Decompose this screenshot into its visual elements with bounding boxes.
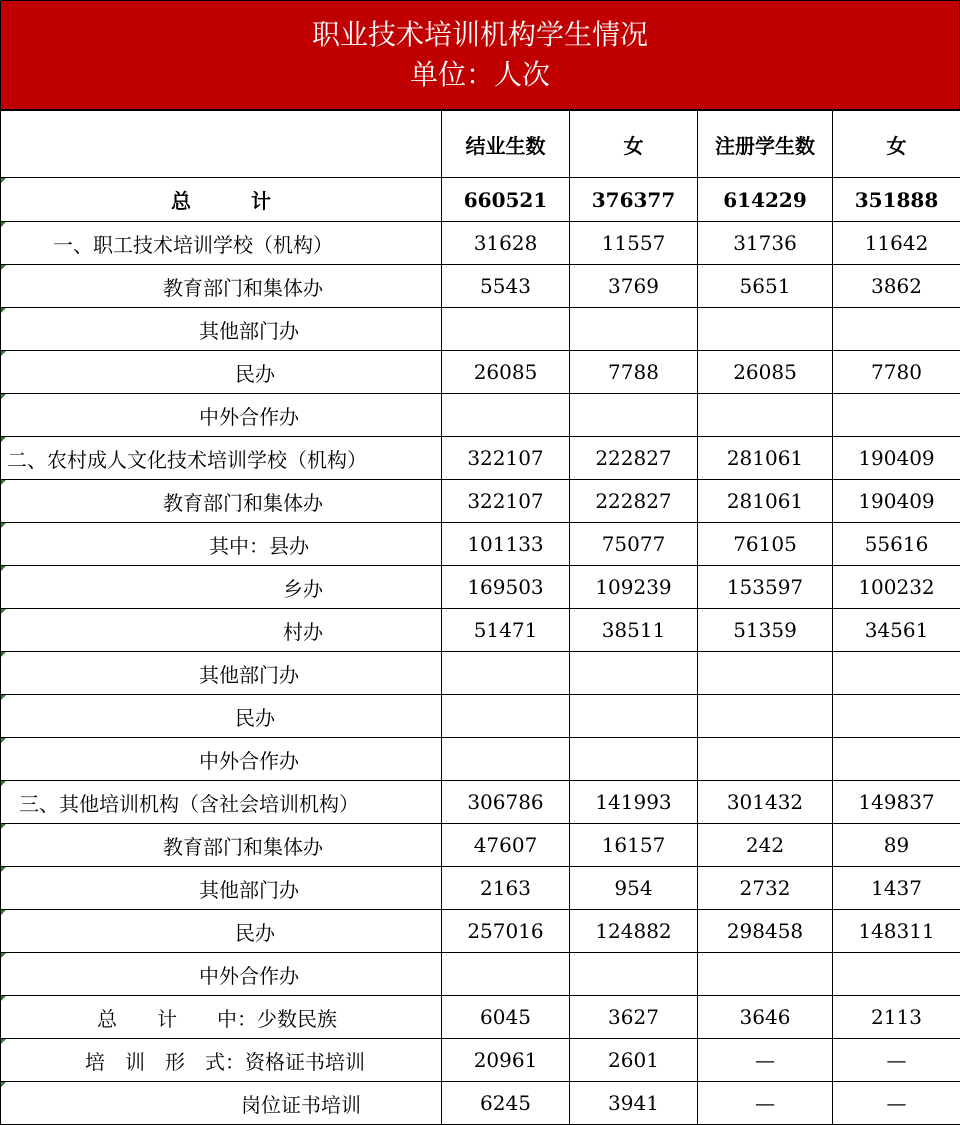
registered-cell[interactable]: [698, 738, 833, 781]
graduates-cell[interactable]: [442, 738, 570, 781]
registered-cell[interactable]: 26085: [698, 351, 833, 394]
table-row: [1, 1082, 960, 1125]
graduates-female-cell[interactable]: [570, 695, 698, 738]
table-row: [1, 394, 960, 437]
graduates-cell[interactable]: 306786: [442, 781, 570, 824]
graduates-female-cell[interactable]: [570, 738, 698, 781]
graduates-cell[interactable]: 101133: [442, 523, 570, 566]
graduates-female-cell[interactable]: 2601: [570, 1039, 698, 1082]
registered-cell[interactable]: 3646: [698, 996, 833, 1039]
table-row: [1, 523, 960, 566]
row-label-cell[interactable]: 其他部门办: [1, 308, 442, 351]
registered-cell[interactable]: —: [698, 1082, 833, 1125]
registered-cell[interactable]: 281061: [698, 480, 833, 523]
registered-female-cell[interactable]: [833, 953, 960, 996]
total-label-cell[interactable]: 总 计: [1, 178, 442, 222]
table-row: [1, 996, 960, 1039]
total-graduates-female-cell[interactable]: 376377: [570, 178, 698, 222]
registered-cell[interactable]: 301432: [698, 781, 833, 824]
title-band[interactable]: [0, 0, 960, 110]
header-cell-graduates[interactable]: 结业生数: [442, 111, 570, 178]
table-title: 职业技术培训机构学生情况: [312, 15, 648, 55]
graduates-cell[interactable]: 257016: [442, 910, 570, 953]
registered-female-cell[interactable]: [833, 394, 960, 437]
table-row: [1, 1039, 960, 1082]
row-label-cell[interactable]: 岗位证书培训: [1, 1082, 442, 1125]
header-row: [1, 111, 960, 178]
registered-female-cell[interactable]: 190409: [833, 437, 960, 480]
graduates-cell[interactable]: 47607: [442, 824, 570, 867]
graduates-female-cell[interactable]: 141993: [570, 781, 698, 824]
row-label-cell[interactable]: 其他部门办: [1, 652, 442, 695]
table-row: [1, 953, 960, 996]
graduates-cell[interactable]: 20961: [442, 1039, 570, 1082]
row-label-cell[interactable]: 村办: [1, 609, 442, 652]
graduates-cell[interactable]: 51471: [442, 609, 570, 652]
graduates-cell[interactable]: 2163: [442, 867, 570, 910]
registered-cell[interactable]: 76105: [698, 523, 833, 566]
registered-female-cell[interactable]: 148311: [833, 910, 960, 953]
registered-cell[interactable]: —: [698, 1039, 833, 1082]
registered-female-cell[interactable]: 2113: [833, 996, 960, 1039]
row-label-cell[interactable]: 教育部门和集体办: [1, 480, 442, 523]
graduates-female-cell[interactable]: 954: [570, 867, 698, 910]
registered-female-cell[interactable]: [833, 738, 960, 781]
graduates-cell[interactable]: [442, 394, 570, 437]
graduates-female-cell[interactable]: 124882: [570, 910, 698, 953]
table-row: [1, 824, 960, 867]
row-label-cell[interactable]: 总 计 中：少数民族: [1, 996, 442, 1039]
registered-cell[interactable]: 242: [698, 824, 833, 867]
registered-female-cell[interactable]: 89: [833, 824, 960, 867]
registered-cell[interactable]: 31736: [698, 222, 833, 265]
graduates-female-cell[interactable]: 109239: [570, 566, 698, 609]
table-row: [1, 265, 960, 308]
graduates-female-cell[interactable]: [570, 308, 698, 351]
graduates-female-cell[interactable]: [570, 394, 698, 437]
registered-cell[interactable]: 51359: [698, 609, 833, 652]
registered-female-cell[interactable]: 7780: [833, 351, 960, 394]
graduates-cell[interactable]: [442, 953, 570, 996]
registered-female-cell[interactable]: 1437: [833, 867, 960, 910]
table-row: [1, 781, 960, 824]
graduates-female-cell[interactable]: 222827: [570, 480, 698, 523]
registered-cell[interactable]: 281061: [698, 437, 833, 480]
row-label-cell[interactable]: 教育部门和集体办: [1, 265, 442, 308]
row-label-cell[interactable]: 民办: [1, 695, 442, 738]
registered-female-cell[interactable]: —: [833, 1082, 960, 1125]
table-row: [1, 437, 960, 480]
graduates-cell[interactable]: 26085: [442, 351, 570, 394]
graduates-female-cell[interactable]: 75077: [570, 523, 698, 566]
row-label-cell[interactable]: 民办: [1, 351, 442, 394]
registered-female-cell[interactable]: [833, 652, 960, 695]
table-row: [1, 222, 960, 265]
data-table: [0, 110, 960, 1125]
table-row: [1, 480, 960, 523]
row-label-cell[interactable]: 培 训 形 式：资格证书培训: [1, 1039, 442, 1082]
row-label-cell[interactable]: 乡办: [1, 566, 442, 609]
registered-cell[interactable]: 153597: [698, 566, 833, 609]
graduates-female-cell[interactable]: 38511: [570, 609, 698, 652]
registered-cell[interactable]: [698, 695, 833, 738]
row-label-cell[interactable]: 三、其他培训机构（含社会培训机构）: [1, 781, 442, 824]
header-cell-registered-female[interactable]: 女: [833, 111, 960, 178]
registered-female-cell[interactable]: 55616: [833, 523, 960, 566]
graduates-female-cell[interactable]: 3769: [570, 265, 698, 308]
header-cell-label[interactable]: [1, 111, 442, 178]
graduates-cell[interactable]: [442, 308, 570, 351]
registered-cell[interactable]: [698, 652, 833, 695]
row-label-cell[interactable]: 中外合作办: [1, 953, 442, 996]
row-label-cell[interactable]: 一、职工技术培训学校（机构）: [1, 222, 442, 265]
row-label-cell[interactable]: 中外合作办: [1, 738, 442, 781]
graduates-female-cell[interactable]: 7788: [570, 351, 698, 394]
table-row: [1, 652, 960, 695]
graduates-cell[interactable]: [442, 695, 570, 738]
registered-female-cell[interactable]: [833, 695, 960, 738]
registered-female-cell[interactable]: —: [833, 1039, 960, 1082]
graduates-cell[interactable]: 322107: [442, 480, 570, 523]
row-label-cell[interactable]: 教育部门和集体办: [1, 824, 442, 867]
graduates-female-cell[interactable]: [570, 652, 698, 695]
table-row: [1, 609, 960, 652]
registered-cell[interactable]: [698, 394, 833, 437]
registered-cell[interactable]: 298458: [698, 910, 833, 953]
graduates-female-cell[interactable]: 222827: [570, 437, 698, 480]
row-label-cell[interactable]: 中外合作办: [1, 394, 442, 437]
registered-female-cell[interactable]: 149837: [833, 781, 960, 824]
registered-cell[interactable]: [698, 953, 833, 996]
graduates-cell[interactable]: 5543: [442, 265, 570, 308]
row-label-cell[interactable]: 民办: [1, 910, 442, 953]
table-row: [1, 738, 960, 781]
row-label-cell[interactable]: 二、农村成人文化技术培训学校（机构）: [1, 437, 442, 480]
table-row: [1, 308, 960, 351]
registered-cell[interactable]: 2732: [698, 867, 833, 910]
graduates-cell[interactable]: 322107: [442, 437, 570, 480]
total-registered-cell[interactable]: 614229: [698, 178, 833, 222]
graduates-cell[interactable]: [442, 652, 570, 695]
graduates-female-cell[interactable]: [570, 953, 698, 996]
total-graduates-cell[interactable]: 660521: [442, 178, 570, 222]
graduates-cell[interactable]: 6045: [442, 996, 570, 1039]
total-registered-female-cell[interactable]: 351888: [833, 178, 960, 222]
header-cell-registered[interactable]: 注册学生数: [698, 111, 833, 178]
graduates-female-cell[interactable]: 3941: [570, 1082, 698, 1125]
registered-female-cell[interactable]: 190409: [833, 480, 960, 523]
registered-female-cell[interactable]: 11642: [833, 222, 960, 265]
row-label-cell[interactable]: 其中：县办: [1, 523, 442, 566]
graduates-cell[interactable]: 169503: [442, 566, 570, 609]
graduates-cell[interactable]: 31628: [442, 222, 570, 265]
registered-cell[interactable]: [698, 308, 833, 351]
header-cell-graduates-female[interactable]: 女: [570, 111, 698, 178]
graduates-female-cell[interactable]: 3627: [570, 996, 698, 1039]
table-row: [1, 910, 960, 953]
graduates-female-cell[interactable]: 16157: [570, 824, 698, 867]
table-row: [1, 351, 960, 394]
table-row: [1, 695, 960, 738]
graduates-female-cell[interactable]: 11557: [570, 222, 698, 265]
total-row: [1, 178, 960, 222]
table-unit: 单位：人次: [410, 55, 550, 95]
registered-female-cell[interactable]: 100232: [833, 566, 960, 609]
registered-female-cell[interactable]: [833, 308, 960, 351]
table-row: [1, 566, 960, 609]
registered-female-cell[interactable]: 34561: [833, 609, 960, 652]
graduates-cell[interactable]: 6245: [442, 1082, 570, 1125]
table-row: [1, 867, 960, 910]
registered-cell[interactable]: 5651: [698, 265, 833, 308]
registered-female-cell[interactable]: 3862: [833, 265, 960, 308]
row-label-cell[interactable]: 其他部门办: [1, 867, 442, 910]
